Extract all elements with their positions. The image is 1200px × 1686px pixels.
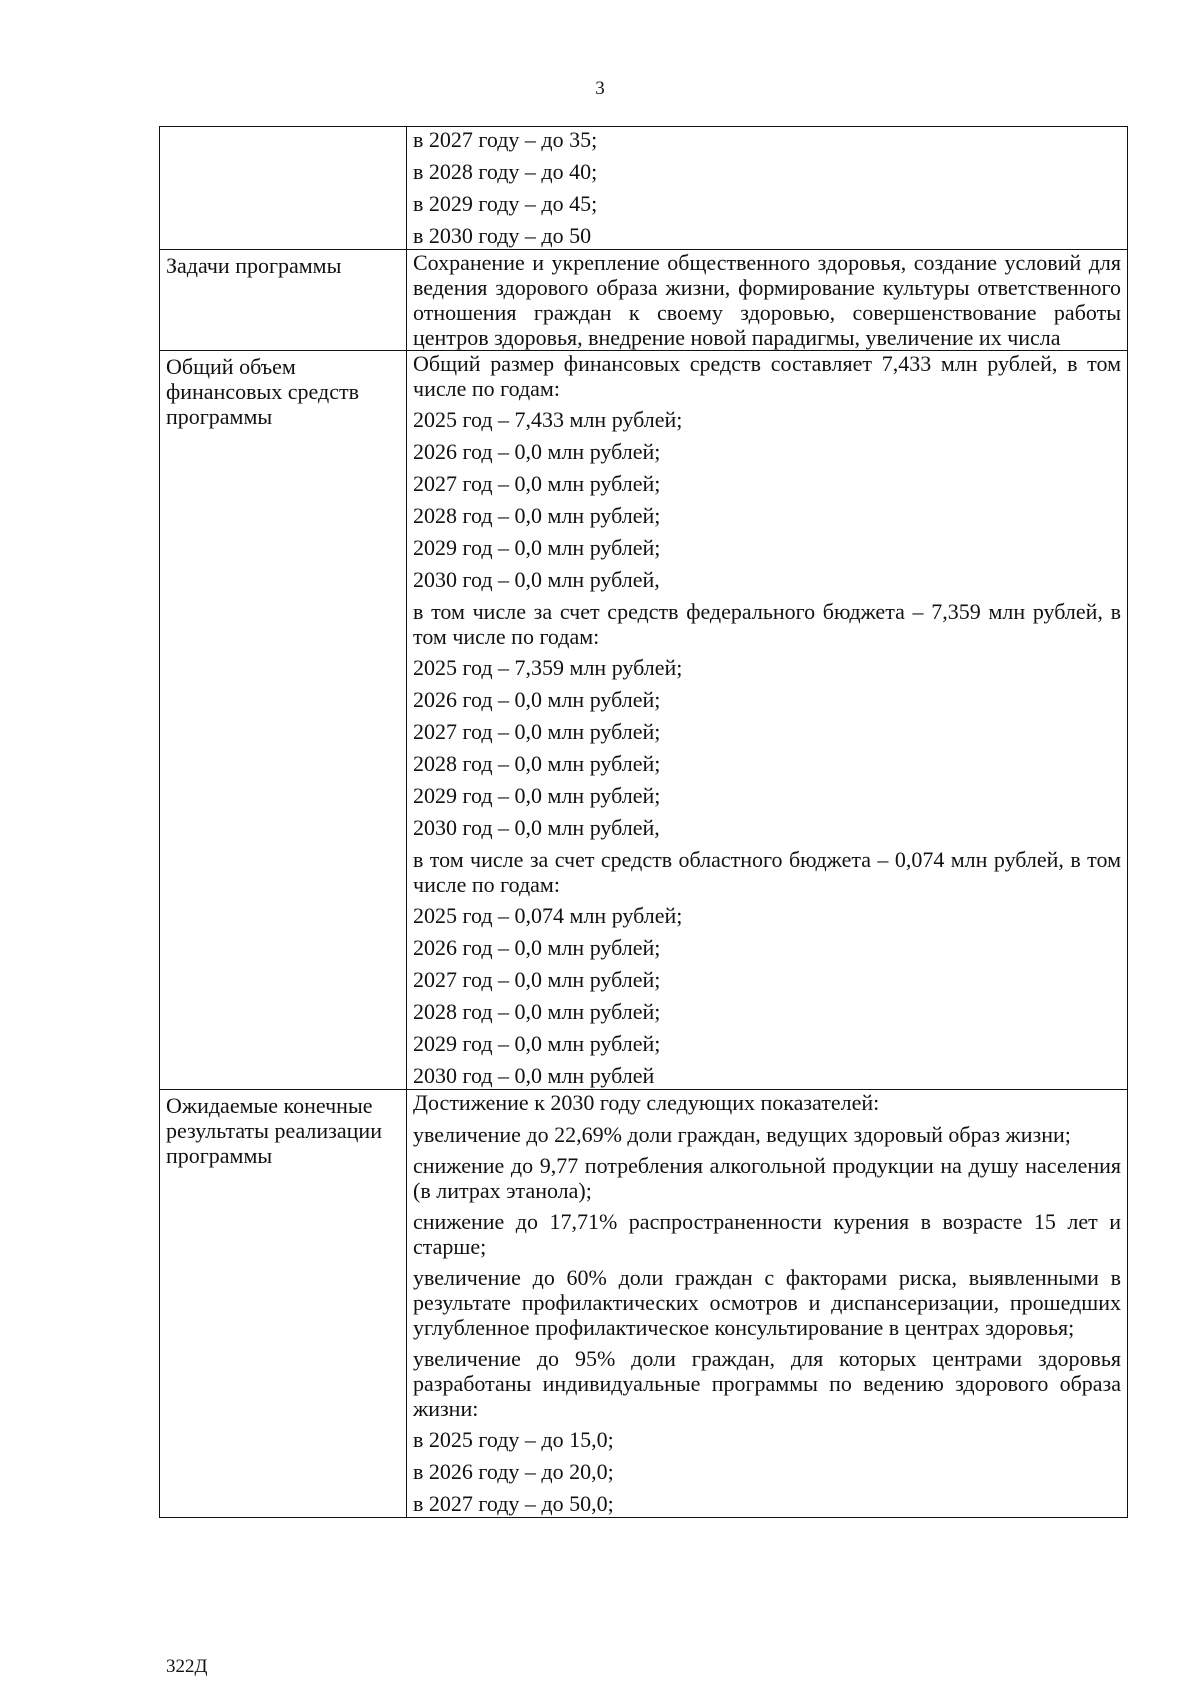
year-target-line: в 2027 году – до 50,0; xyxy=(413,1491,614,1516)
financing-year-line: 2027 год – 0,0 млн рублей; xyxy=(413,719,661,744)
results-intro: Достижение к 2030 году следующих показателей: xyxy=(413,1090,880,1115)
row-label: Общий объем финансовых средств программы xyxy=(160,351,407,1090)
financing-summary: Общий размер финансовых средств составляет 7,433 млн рублей, в том числе по годам: xyxy=(413,351,1121,401)
financing-year-line: 2029 год – 0,0 млн рублей; xyxy=(413,783,661,808)
row-content xyxy=(407,1090,1128,1518)
year-target-line: в 2026 году – до 20,0; xyxy=(413,1459,614,1484)
financing-year-line: 2026 год – 0,0 млн рублей; xyxy=(413,687,661,712)
financing-year-line: 2026 год – 0,0 млн рублей; xyxy=(413,439,661,464)
result-item: снижение до 9,77 потребления алкогольной продукции на душу населения (в литрах этанола); xyxy=(413,1153,1121,1203)
year-target-line: в 2029 году – до 45; xyxy=(413,191,598,216)
financing-year-line: 2025 год – 7,359 млн рублей; xyxy=(413,655,683,680)
year-target-line: в 2025 году – до 15,0; xyxy=(413,1427,614,1452)
result-item: увеличение до 22,69% доли граждан, ведущих здоровый образ жизни; xyxy=(413,1122,1071,1147)
financing-year-line: 2027 год – 0,0 млн рублей; xyxy=(413,967,661,992)
page-number: 3 xyxy=(595,78,605,99)
row-content xyxy=(407,250,1128,351)
result-item: увеличение до 60% доли граждан с факторами риска, выявленными в результате профилактических осмотров и диспансеризации, прошедших углубленное профилактическое консультирование в центрах здоровья; xyxy=(413,1265,1121,1340)
program-passport-table xyxy=(159,126,1128,1518)
financing-year-line: 2030 год – 0,0 млн рублей, xyxy=(413,567,660,592)
financing-year-line: 2030 год – 0,0 млн рублей xyxy=(413,1063,655,1088)
financing-year-line: 2025 год – 0,074 млн рублей; xyxy=(413,903,683,928)
row-content xyxy=(407,351,1128,1090)
year-target-line: в 2030 году – до 50 xyxy=(413,223,592,248)
financing-year-line: 2029 год – 0,0 млн рублей; xyxy=(413,1031,661,1056)
regional-budget-summary: в том числе за счет средств областного бюджета – 0,074 млн рублей, в том числе по годам: xyxy=(413,847,1121,897)
row-label xyxy=(160,127,407,250)
document-code: 322Д xyxy=(166,1656,208,1677)
result-item: увеличение до 95% доли граждан, для которых центрами здоровья разработаны индивидуальные программы по ведению здорового образа жизни: xyxy=(413,1346,1121,1421)
table-row-program-tasks xyxy=(160,250,1128,351)
tasks-paragraph: Сохранение и укрепление общественного здоровья, создание условий для ведения здорового образа жизни, формирование культуры ответственного отношения граждан к своему здоровью, совершенствование работы центров здоровья, внедрение новой парадигмы, увеличение их числа xyxy=(413,250,1121,350)
federal-budget-summary: в том числе за счет средств федерального бюджета – 7,359 млн рублей, в том числе по годам: xyxy=(413,599,1121,649)
table-row-financing xyxy=(160,351,1128,1090)
financing-year-line: 2029 год – 0,0 млн рублей; xyxy=(413,535,661,560)
financing-year-line: 2028 год – 0,0 млн рублей; xyxy=(413,999,661,1024)
financing-year-line: 2025 год – 7,433 млн рублей; xyxy=(413,407,683,432)
year-target-line: в 2028 году – до 40; xyxy=(413,159,598,184)
financing-year-line: 2027 год – 0,0 млн рублей; xyxy=(413,471,661,496)
row-content xyxy=(407,127,1128,250)
table-row-indicator-continuation xyxy=(160,127,1128,250)
table-row-expected-results xyxy=(160,1090,1128,1518)
row-label: Задачи программы xyxy=(160,250,407,351)
row-label: Ожидаемые конечные результаты реализации программы xyxy=(160,1090,407,1518)
result-item: снижение до 17,71% распространенности курения в возрасте 15 лет и старше; xyxy=(413,1209,1121,1259)
financing-year-line: 2028 год – 0,0 млн рублей; xyxy=(413,503,661,528)
financing-year-line: 2030 год – 0,0 млн рублей, xyxy=(413,815,660,840)
financing-year-line: 2028 год – 0,0 млн рублей; xyxy=(413,751,661,776)
financing-year-line: 2026 год – 0,0 млн рублей; xyxy=(413,935,661,960)
year-target-line: в 2027 году – до 35; xyxy=(413,127,598,152)
